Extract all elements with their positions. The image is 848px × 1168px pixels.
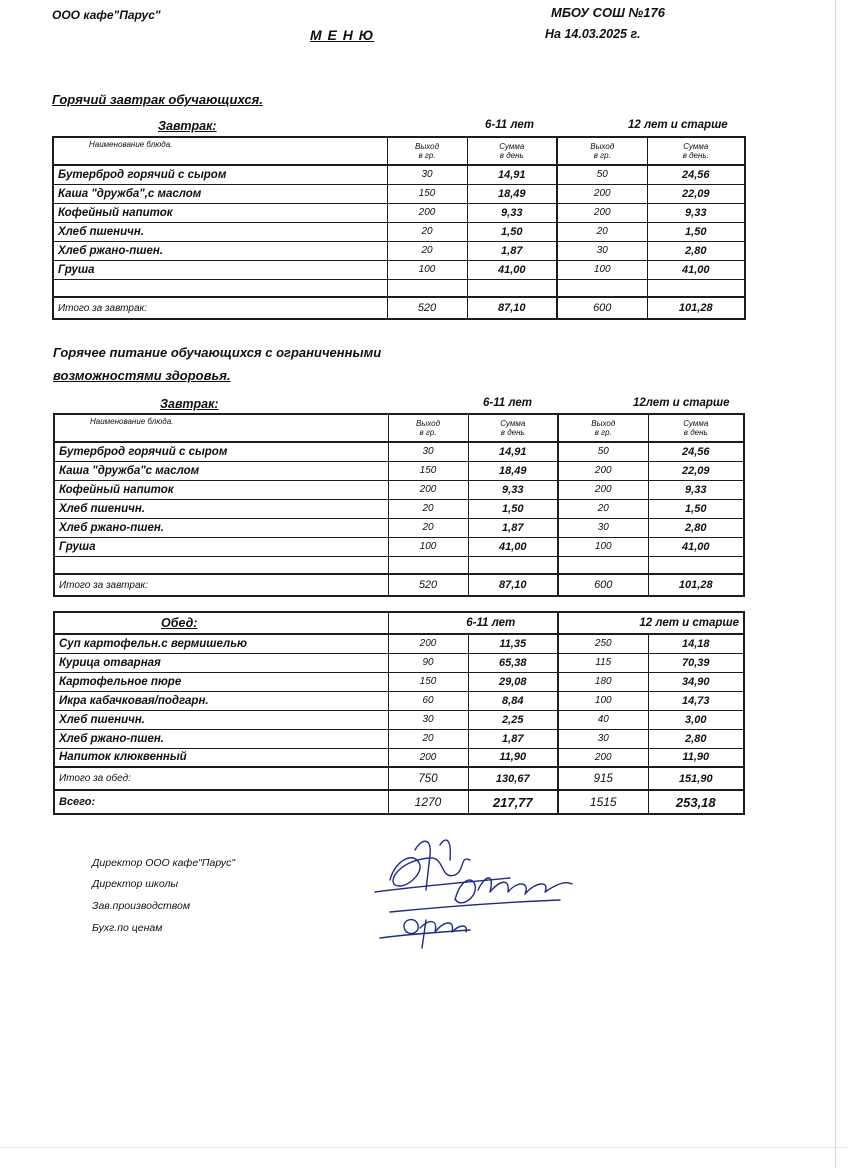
- menu-date: На 14.03.2025 г.: [545, 27, 641, 41]
- output-grams: 200: [558, 480, 648, 499]
- daily-sum: 18,49: [468, 461, 558, 480]
- output-grams: 150: [387, 184, 467, 203]
- section2-breakfast-table: [53, 413, 745, 597]
- output-grams: 200: [387, 203, 467, 222]
- daily-sum: 8,84: [468, 691, 558, 710]
- daily-sum: 2,80: [648, 518, 744, 537]
- output-grams: 20: [387, 241, 467, 260]
- daily-sum: 9,33: [467, 203, 557, 222]
- output-grams: 250: [558, 634, 648, 653]
- total-sum: 87,10: [467, 297, 557, 319]
- table-row: [53, 184, 745, 203]
- signature-label-cafe-director: Директор ООО кафе"Парус": [92, 857, 236, 869]
- output-grams: 30: [558, 518, 648, 537]
- output-grams: 20: [387, 222, 467, 241]
- grand-total-sum: 217,77: [468, 790, 558, 814]
- output-grams: 50: [558, 442, 648, 461]
- daily-sum: 29,08: [468, 672, 558, 691]
- signature-stroke: [390, 858, 470, 886]
- section1-age-group-1: 6-11 лет: [485, 119, 534, 131]
- column-header-sum: Сумма в день: [468, 414, 558, 442]
- section2-lunch-table: [53, 611, 745, 815]
- table-row: [54, 691, 744, 710]
- output-grams: 100: [558, 537, 648, 556]
- output-grams: 40: [558, 710, 648, 729]
- daily-sum: 70,39: [648, 653, 744, 672]
- daily-sum: 34,90: [648, 672, 744, 691]
- output-grams: 200: [558, 461, 648, 480]
- output-grams: 20: [388, 518, 468, 537]
- section1-breakfast-table: [52, 136, 746, 320]
- dish-name: Кофейный напиток: [53, 203, 387, 222]
- section1-title: Горячий завтрак обучающихся.: [52, 92, 263, 107]
- table-row: [53, 260, 745, 279]
- dish-name: Хлеб ржано-пшен.: [53, 241, 387, 260]
- total-sum: 130,67: [468, 767, 558, 790]
- output-grams: 200: [558, 748, 648, 767]
- total-label: Итого за завтрак:: [54, 574, 388, 596]
- signature-label-accountant: Бухг.по ценам: [92, 922, 163, 934]
- output-grams: 30: [558, 729, 648, 748]
- dish-name: Картофельное пюре: [54, 672, 388, 691]
- dish-name: Икра кабачковая/подгарн.: [54, 691, 388, 710]
- daily-sum: 2,80: [647, 241, 745, 260]
- section1-breakfast-label: Завтрак:: [158, 119, 217, 133]
- daily-sum: 22,09: [648, 461, 744, 480]
- total-output: 520: [387, 297, 467, 319]
- lunch-total-row: [54, 767, 744, 790]
- grand-total-row: [54, 790, 744, 814]
- daily-sum: 11,90: [648, 748, 744, 767]
- column-header-sum: Сумма в день: [467, 137, 557, 165]
- scan-edge-bottom: [0, 1147, 848, 1148]
- table-header-row: [53, 137, 745, 165]
- section1-age-group-2: 12 лет и старше: [628, 119, 728, 131]
- daily-sum: 18,49: [467, 184, 557, 203]
- dish-name: Хлеб пшеничн.: [54, 499, 388, 518]
- dish-name: Напиток клюквенный: [54, 748, 388, 767]
- signature-stroke: [404, 920, 418, 934]
- daily-sum: 14,91: [468, 442, 558, 461]
- daily-sum: 9,33: [648, 480, 744, 499]
- column-header-output: Выход в гр.: [388, 414, 468, 442]
- table-row: [54, 653, 744, 672]
- dish-name: Хлеб пшеничн.: [53, 222, 387, 241]
- output-grams: 100: [558, 691, 648, 710]
- output-grams: 30: [388, 442, 468, 461]
- daily-sum: 1,87: [468, 518, 558, 537]
- output-grams: 100: [387, 260, 467, 279]
- daily-sum: 1,50: [468, 499, 558, 518]
- table-row: [53, 222, 745, 241]
- table-row: [54, 729, 744, 748]
- output-grams: 30: [388, 710, 468, 729]
- total-label: Итого за обед:: [54, 767, 388, 790]
- total-sum: 101,28: [647, 297, 745, 319]
- table-row: [53, 203, 745, 222]
- output-grams: 20: [558, 499, 648, 518]
- total-sum: 151,90: [648, 767, 744, 790]
- section2-breakfast-label: Завтрак:: [160, 397, 219, 411]
- output-grams: 200: [388, 748, 468, 767]
- daily-sum: 41,00: [468, 537, 558, 556]
- daily-sum: 41,00: [467, 260, 557, 279]
- dish-name: Курица отварная: [54, 653, 388, 672]
- daily-sum: 65,38: [468, 653, 558, 672]
- table-row: [54, 634, 744, 653]
- table-row: [54, 499, 744, 518]
- daily-sum: 11,90: [468, 748, 558, 767]
- dish-name: Кофейный напиток: [54, 480, 388, 499]
- column-header-output: Выход в гр.: [387, 137, 467, 165]
- table-row: [54, 480, 744, 499]
- lunch-age-group-2: 12 лет и старше: [558, 612, 744, 634]
- daily-sum: 9,33: [647, 203, 745, 222]
- column-header-dish: Наименование блюда.: [53, 137, 387, 165]
- dish-name: Хлеб пшеничн.: [54, 710, 388, 729]
- output-grams: 100: [388, 537, 468, 556]
- section2-age-group-1: 6-11 лет: [483, 397, 532, 409]
- output-grams: 200: [388, 480, 468, 499]
- output-grams: 180: [558, 672, 648, 691]
- lunch-header-row: [54, 612, 744, 634]
- daily-sum: 24,56: [648, 442, 744, 461]
- output-grams: 20: [388, 729, 468, 748]
- lunch-age-group-1: 6-11 лет: [388, 612, 558, 634]
- output-grams: 20: [388, 499, 468, 518]
- signature-stroke: [440, 840, 450, 860]
- total-output: 915: [558, 767, 648, 790]
- signature-label-school-director: Директор школы: [92, 878, 179, 890]
- grand-total-sum: 253,18: [648, 790, 744, 814]
- dish-name: Каша "дружба",с маслом: [53, 184, 387, 203]
- total-row: [54, 574, 744, 596]
- output-grams: 60: [388, 691, 468, 710]
- daily-sum: 14,91: [467, 165, 557, 184]
- total-output: 600: [557, 297, 647, 319]
- column-header-sum: Сумма в день: [648, 414, 744, 442]
- total-sum: 87,10: [468, 574, 558, 596]
- section2-title-line1: Горячее питание обучающихся с ограниченными: [53, 345, 382, 360]
- page-title: М Е Н Ю: [310, 27, 375, 43]
- grand-total-label: Всего:: [54, 790, 388, 814]
- handwritten-signatures: [360, 820, 590, 950]
- output-grams: 200: [557, 184, 647, 203]
- dish-name: Бутерброд горячий с сыром: [54, 442, 388, 461]
- daily-sum: 14,73: [648, 691, 744, 710]
- dish-name: Груша: [53, 260, 387, 279]
- lunch-label: Обед:: [54, 612, 388, 634]
- signature-label-production-head: Зав.производством: [92, 900, 191, 912]
- table-row: [53, 241, 745, 260]
- column-header-output: Выход в гр.: [557, 137, 647, 165]
- daily-sum: 9,33: [468, 480, 558, 499]
- output-grams: 115: [558, 653, 648, 672]
- total-sum: 101,28: [648, 574, 744, 596]
- table-row: [54, 461, 744, 480]
- output-grams: 200: [557, 203, 647, 222]
- dish-name: Груша: [54, 537, 388, 556]
- output-grams: 20: [557, 222, 647, 241]
- output-grams: 50: [557, 165, 647, 184]
- dish-name: Бутерброд горячий с сыром: [53, 165, 387, 184]
- daily-sum: 1,50: [467, 222, 557, 241]
- total-label: Итого за завтрак:: [53, 297, 387, 319]
- dish-name: Хлеб ржано-пшен.: [54, 729, 388, 748]
- table-row: [54, 537, 744, 556]
- column-header-sum: Сумма в день.: [647, 137, 745, 165]
- output-grams: 150: [388, 461, 468, 480]
- column-header-output: Выход в гр.: [558, 414, 648, 442]
- output-grams: 30: [387, 165, 467, 184]
- signature-stroke: [415, 841, 430, 890]
- grand-total-output: 1515: [558, 790, 648, 814]
- school-name: МБОУ СОШ №176: [551, 5, 665, 20]
- daily-sum: 22,09: [647, 184, 745, 203]
- signature-stroke: [390, 900, 560, 912]
- daily-sum: 11,35: [468, 634, 558, 653]
- grand-total-output: 1270: [388, 790, 468, 814]
- daily-sum: 2,25: [468, 710, 558, 729]
- section2-title-line2: возможностями здоровья.: [53, 368, 231, 383]
- empty-row: [54, 556, 744, 574]
- output-grams: 150: [388, 672, 468, 691]
- dish-name: Суп картофельн.с вермишелью: [54, 634, 388, 653]
- table-row: [54, 672, 744, 691]
- output-grams: 200: [388, 634, 468, 653]
- total-output: 600: [558, 574, 648, 596]
- dish-name: Каша "дружба"с маслом: [54, 461, 388, 480]
- column-header-dish: Наименование блюда.: [54, 414, 388, 442]
- daily-sum: 1,87: [467, 241, 557, 260]
- dish-name: Хлеб ржано-пшен.: [54, 518, 388, 537]
- empty-row: [53, 279, 745, 297]
- total-output: 520: [388, 574, 468, 596]
- table-row: [54, 442, 744, 461]
- scan-edge-right: [835, 0, 836, 1168]
- total-output: 750: [388, 767, 468, 790]
- table-row: [54, 710, 744, 729]
- daily-sum: 2,80: [648, 729, 744, 748]
- table-row: [54, 518, 744, 537]
- daily-sum: 1,87: [468, 729, 558, 748]
- daily-sum: 3,00: [648, 710, 744, 729]
- output-grams: 30: [557, 241, 647, 260]
- daily-sum: 41,00: [648, 537, 744, 556]
- daily-sum: 14,18: [648, 634, 744, 653]
- daily-sum: 1,50: [648, 499, 744, 518]
- table-header-row: [54, 414, 744, 442]
- total-row: [53, 297, 745, 319]
- daily-sum: 1,50: [647, 222, 745, 241]
- daily-sum: 24,56: [647, 165, 745, 184]
- daily-sum: 41,00: [647, 260, 745, 279]
- org-name: ООО кафе"Парус": [52, 8, 161, 22]
- section2-age-group-2: 12лет и старше: [633, 397, 730, 409]
- table-row: [53, 165, 745, 184]
- table-row: [54, 748, 744, 767]
- output-grams: 100: [557, 260, 647, 279]
- output-grams: 90: [388, 653, 468, 672]
